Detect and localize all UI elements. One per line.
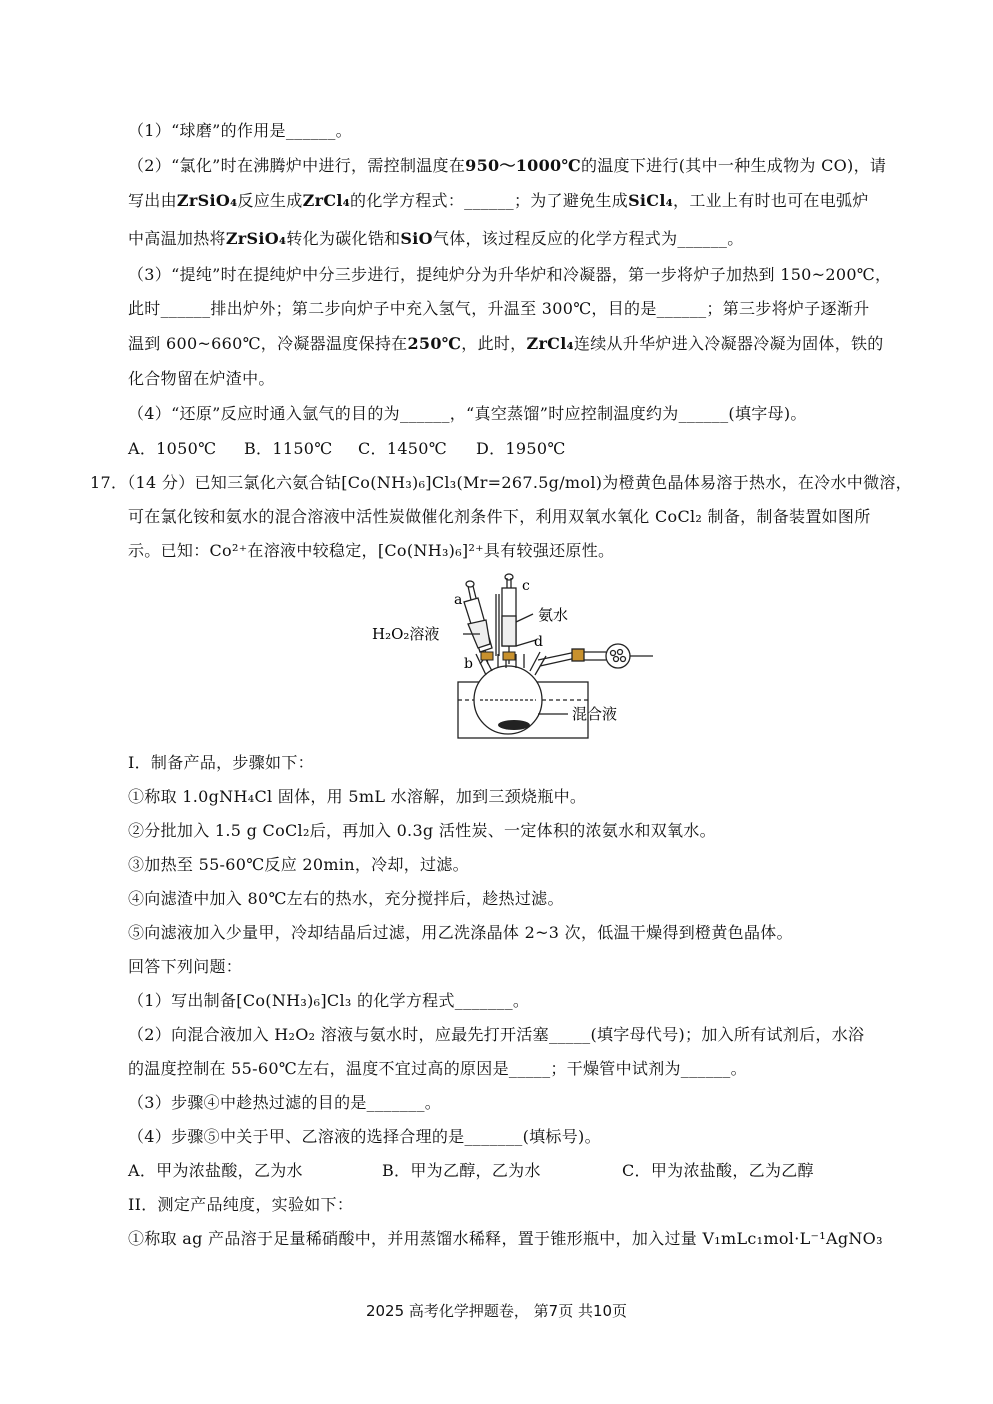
q17-part2-step1: ①称取 ag 产品溶于足量稀硝酸中，并用蒸馏水稀释，置于锥形瓶中，加入过量 V₁mLc₁mol·L⁻¹AgNO₃ xyxy=(128,1229,883,1248)
q16-line8: 化合物留在炉渣中。 xyxy=(128,369,275,388)
q17-part2-header: II．测定产品纯度，实验如下： xyxy=(128,1195,354,1214)
q16-option-d: D．1950℃ xyxy=(476,439,566,458)
q16-line5: （3）“提纯”时在提纯炉中分三步进行，提纯炉分为升华炉和冷凝器，第一步将炉子加热到 150~200℃， xyxy=(128,265,892,284)
q17-option-c: C．甲为浓盐酸，乙为乙醇 xyxy=(622,1161,814,1180)
q17-step-5: ⑤向滤液加入少量甲，冷却结晶后过滤，用乙洗涤晶体 2~3 次，低温干燥得到橙黄色晶体。 xyxy=(128,923,793,942)
activated-carbon xyxy=(498,720,530,730)
q16-line7: 温到 600~660℃，冷凝器温度保持在250℃，此时，ZrCl₄连续从升华炉进入冷凝器冷凝为固体，铁的 xyxy=(128,334,884,353)
label-c: c xyxy=(522,578,530,594)
label-mixture: 混合液 xyxy=(572,705,618,723)
q16-line6: 此时______排出炉外；第二步向炉子中充入氢气，升温至 300℃，目的是______；第三步将炉子逐渐升 xyxy=(128,299,870,318)
label-ammonia: 氨水 xyxy=(538,606,569,624)
apparatus-figure xyxy=(368,572,658,740)
q17-step-4: ④向滤渣中加入 80℃左右的热水，充分搅拌后，趁热过滤。 xyxy=(128,889,564,908)
label-b: b xyxy=(464,656,473,672)
q16-line2: （2）“氯化”时在沸腾炉中进行，需控制温度在950～1000℃的温度下进行(其中一种生成物为 CO)，请 xyxy=(128,156,887,175)
stopcock-b xyxy=(481,652,493,660)
q17-sub1: （1）写出制备[Co(NH₃)₆]Cl₃ 的化学方程式_______。 xyxy=(128,991,530,1010)
q17-line2: 可在氯化铵和氨水的混合溶液中活性炭做催化剂条件下，利用双氧水氧化 CoCl₂ 制备，制备装置如图所 xyxy=(128,507,871,526)
page-footer: 2025 高考化学押题卷， 第7页 共10页 xyxy=(365,1302,628,1320)
q17-line3: 示。已知：Co²⁺在溶液中较稳定，[Co(NH₃)₆]²⁺具有较强还原性。 xyxy=(128,541,615,560)
q17-sub4: （4）步骤⑤中关于甲、乙溶液的选择合理的是_______(填标号)。 xyxy=(128,1127,601,1146)
label-d: d xyxy=(534,634,543,650)
q17-step-header: I．制备产品，步骤如下： xyxy=(128,753,314,772)
drying-tube xyxy=(606,644,630,668)
q16-line1: （1）“球磨”的作用是______。 xyxy=(128,121,352,140)
q17-option-b: B．甲为乙醇，乙为水 xyxy=(382,1161,541,1180)
q16-line4: 中高温加热将ZrSiO₄转化为碳化锆和SiO气体，该过程反应的化学方程式为______。 xyxy=(128,229,744,248)
q17-answer-prompt: 回答下列问题： xyxy=(128,957,243,976)
q17-option-a: A．甲为浓盐酸，乙为水 xyxy=(128,1161,303,1180)
q17-sub2-line2: 的温度控制在 55-60℃左右，温度不宜过高的原因是_____；干燥管中试剂为______。 xyxy=(128,1059,747,1078)
q16-option-c: C．1450℃ xyxy=(358,439,447,458)
q17-step-1: ①称取 1.0gNH₄Cl 固体，用 5mL 水溶解，加到三颈烧瓶中。 xyxy=(128,787,587,806)
label-h2o2-solution: H₂O₂溶液 xyxy=(372,625,440,643)
stopcock-d xyxy=(503,652,515,660)
q17-line1: 17．（14 分）已知三氯化六氨合钴[Co(NH₃)₆]Cl₃(Mr=267.5g/mol)为橙黄色晶体易溶于热水，在冷水中微溶， xyxy=(90,473,912,492)
q17-step-2: ②分批加入 1.5 g CoCl₂后，再加入 0.3g 活性炭、一定体积的浓氨水和双氧水。 xyxy=(128,821,716,840)
q16-option-a: A．1050℃ xyxy=(128,439,217,458)
label-a: a xyxy=(454,592,463,608)
q17-sub3: （3）步骤④中趁热过滤的目的是_______。 xyxy=(128,1093,442,1112)
q16-option-b: B．1150℃ xyxy=(244,439,333,458)
q17-sub2-line1: （2）向混合液加入 H₂O₂ 溶液与氨水时，应最先打开活塞_____(填字母代号)；加入所有试剂后，水浴 xyxy=(128,1025,865,1044)
q16-line3: 写出由ZrSiO₄反应生成ZrCl₄的化学方程式：______；为了避免生成SiCl₄，工业上有时也可在电弧炉 xyxy=(128,191,869,210)
q16-line9: （4）“还原”反应时通入氩气的目的为______，“真空蒸馏”时应控制温度约为______(填字母)。 xyxy=(128,404,807,423)
q17-step-3: ③加热至 55-60℃反应 20min，冷却，过滤。 xyxy=(128,855,469,874)
